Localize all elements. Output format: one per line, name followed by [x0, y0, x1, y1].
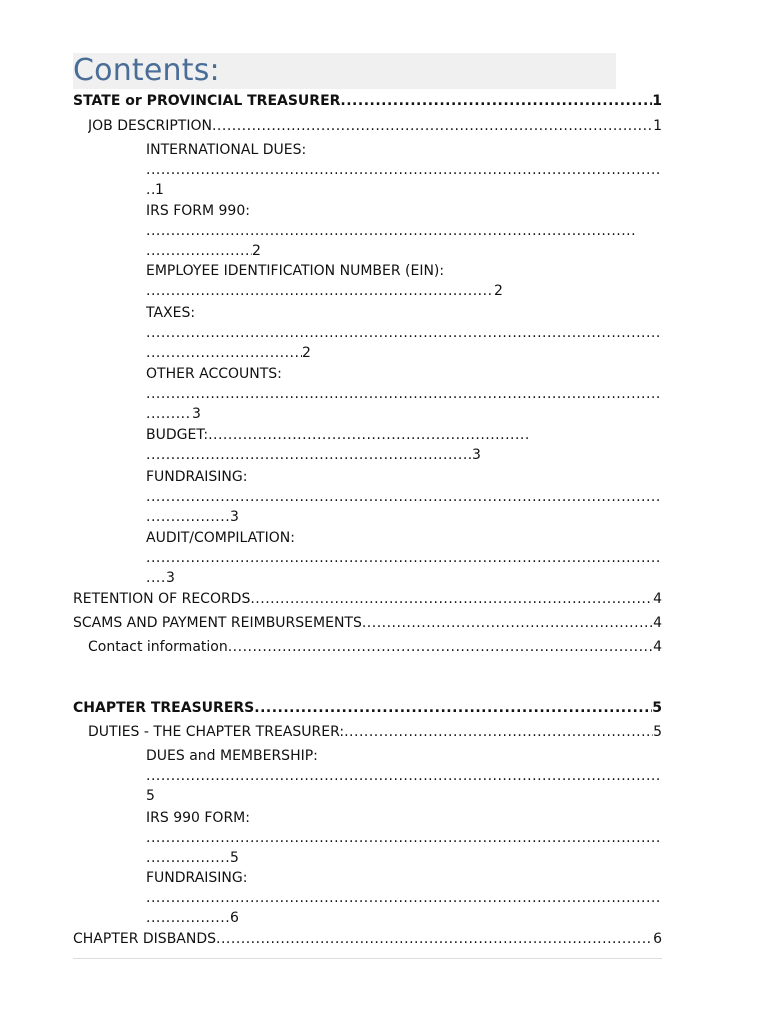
dot-leader-row: [146, 404, 662, 424]
toc-entry-irs-form-990[interactable]: [146, 201, 662, 261]
dot-leader-row: [146, 766, 662, 786]
dot-leader-row: [146, 888, 662, 908]
dot-leader: [146, 445, 472, 465]
dot-leader: [344, 722, 653, 742]
dot-leader-row: [146, 908, 662, 928]
toc-page-number: 1: [653, 118, 662, 134]
toc-page-number: 3: [166, 570, 175, 586]
toc-entry-fundraising-chapter[interactable]: [146, 868, 662, 928]
dot-leader-row: [146, 848, 662, 868]
dot-leader-row: [146, 507, 662, 527]
dot-leader: [146, 160, 662, 180]
dot-leader: [146, 548, 662, 568]
dot-leader: [146, 766, 662, 786]
dot-leader: [146, 908, 230, 928]
toc-entry-scams-reimbursements[interactable]: [73, 613, 662, 633]
dot-leader: [146, 221, 636, 241]
dot-leader-row: [146, 281, 662, 301]
toc-entry-label: FUNDRAISING:: [146, 870, 248, 886]
toc-entry-label: INTERNATIONAL DUES:: [146, 142, 307, 158]
dot-leader: [146, 888, 662, 908]
dot-leader: [250, 589, 653, 609]
toc-page-number: 3: [472, 447, 481, 463]
dot-leader: [146, 343, 302, 363]
dot-leader: [146, 487, 662, 507]
toc-entry-job-description[interactable]: [88, 116, 662, 136]
toc-entry-label: SCAMS AND PAYMENT REIMBURSEMENTS: [73, 615, 362, 631]
toc-page-number: 4: [653, 615, 662, 631]
toc-page-number: 3: [192, 406, 201, 422]
dot-leader-row: [146, 828, 662, 848]
dot-leader: [212, 116, 653, 136]
toc-page-number: 2: [494, 283, 503, 299]
toc-entry-label: JOB DESCRIPTION: [88, 118, 212, 134]
toc-page-number: 5: [652, 700, 662, 716]
toc-entry-label: TAXES:: [146, 305, 196, 321]
toc-entry-chapter-treasurers[interactable]: [73, 698, 662, 718]
dot-leader-row: [146, 160, 662, 180]
toc-entry-label: BUDGET:: [146, 427, 209, 443]
dot-leader: [146, 828, 662, 848]
dot-leader: [146, 404, 192, 424]
toc-page-number: 6: [230, 910, 239, 926]
dot-leader: [146, 281, 494, 301]
toc-entry-dues-membership[interactable]: [146, 746, 662, 806]
toc-entry-label: RETENTION OF RECORDS: [73, 591, 251, 607]
toc-entry-label: DUTIES - THE CHAPTER TREASURER:: [88, 724, 345, 740]
toc-page-number: 5: [653, 724, 662, 740]
toc-entry-label: Contact information: [88, 639, 228, 655]
dot-leader-row: [146, 343, 662, 363]
toc-page-number: 4: [653, 591, 662, 607]
dot-leader: [146, 568, 166, 588]
dot-leader: [146, 507, 230, 527]
toc-entry-contact-information[interactable]: [88, 637, 662, 657]
toc-page-number: 4: [653, 639, 662, 655]
toc-entry-duties-chapter-treasurer[interactable]: [88, 722, 662, 742]
dot-leader: [216, 929, 653, 949]
toc-entry-retention-of-records[interactable]: [73, 589, 662, 609]
toc-entry-other-accounts[interactable]: [146, 364, 662, 424]
toc-entry-label: IRS 990 FORM:: [146, 810, 250, 826]
dot-leader: [146, 323, 662, 343]
dot-leader-row: [146, 180, 662, 200]
toc-entry-state-treasurer[interactable]: [73, 91, 662, 111]
toc-entry-ein[interactable]: [146, 261, 662, 301]
toc-bottom-rule: [73, 958, 662, 959]
toc-page-number: 5: [230, 850, 239, 866]
toc-entry-label: FUNDRAISING:: [146, 469, 248, 485]
dot-leader-row: [146, 445, 662, 465]
toc-page-number: 2: [302, 345, 311, 361]
toc-page-number: 6: [653, 931, 662, 947]
toc-entry-taxes[interactable]: [146, 303, 662, 363]
dot-leader-row: [146, 487, 662, 507]
toc-entry-label: CHAPTER TREASURERS: [73, 700, 255, 716]
toc-page-number: 1: [652, 93, 662, 109]
dot-leader-row: [146, 786, 662, 806]
toc-entry-label: AUDIT/COMPILATION:: [146, 530, 295, 546]
toc-entry-international-dues[interactable]: [146, 140, 662, 200]
toc-heading: Contents:: [73, 53, 616, 89]
toc-entry-label: CHAPTER DISBANDS: [73, 931, 217, 947]
toc-page-number: 5: [146, 788, 155, 804]
toc-page-number: 1: [155, 182, 164, 198]
toc-entry-irs-990-form[interactable]: [146, 808, 662, 868]
dot-leader: [146, 180, 155, 200]
dot-leader-row: [146, 548, 662, 568]
toc-entry-label: EMPLOYEE IDENTIFICATION NUMBER (EIN):: [146, 263, 445, 279]
dot-leader: [228, 637, 653, 657]
dot-leader-row: [146, 384, 662, 404]
toc-page-number: 3: [230, 509, 239, 525]
dot-leader-row: [146, 568, 662, 588]
dot-leader: [254, 698, 652, 718]
toc-entry-chapter-disbands[interactable]: [73, 929, 662, 949]
toc-entry-fundraising-state[interactable]: [146, 467, 662, 527]
dot-leader: [208, 425, 530, 445]
toc-entry-label: DUES and MEMBERSHIP:: [146, 748, 318, 764]
dot-leader-row: [146, 241, 662, 261]
dot-leader-row: [146, 323, 662, 343]
toc-entry-budget[interactable]: [146, 425, 662, 465]
toc-entry-audit-compilation[interactable]: [146, 528, 662, 588]
dot-leader: [362, 613, 653, 633]
dot-leader: [146, 848, 230, 868]
dot-leader-row: [146, 221, 662, 241]
toc-entry-label: STATE or PROVINCIAL TREASURER: [73, 93, 341, 109]
dot-leader-row: [146, 425, 662, 445]
dot-leader: [146, 384, 662, 404]
toc-entry-label: IRS FORM 990:: [146, 203, 250, 219]
toc-entry-label: OTHER ACCOUNTS:: [146, 366, 282, 382]
dot-leader: [146, 241, 252, 261]
toc-page-number: 2: [252, 243, 261, 259]
dot-leader: [340, 91, 652, 111]
